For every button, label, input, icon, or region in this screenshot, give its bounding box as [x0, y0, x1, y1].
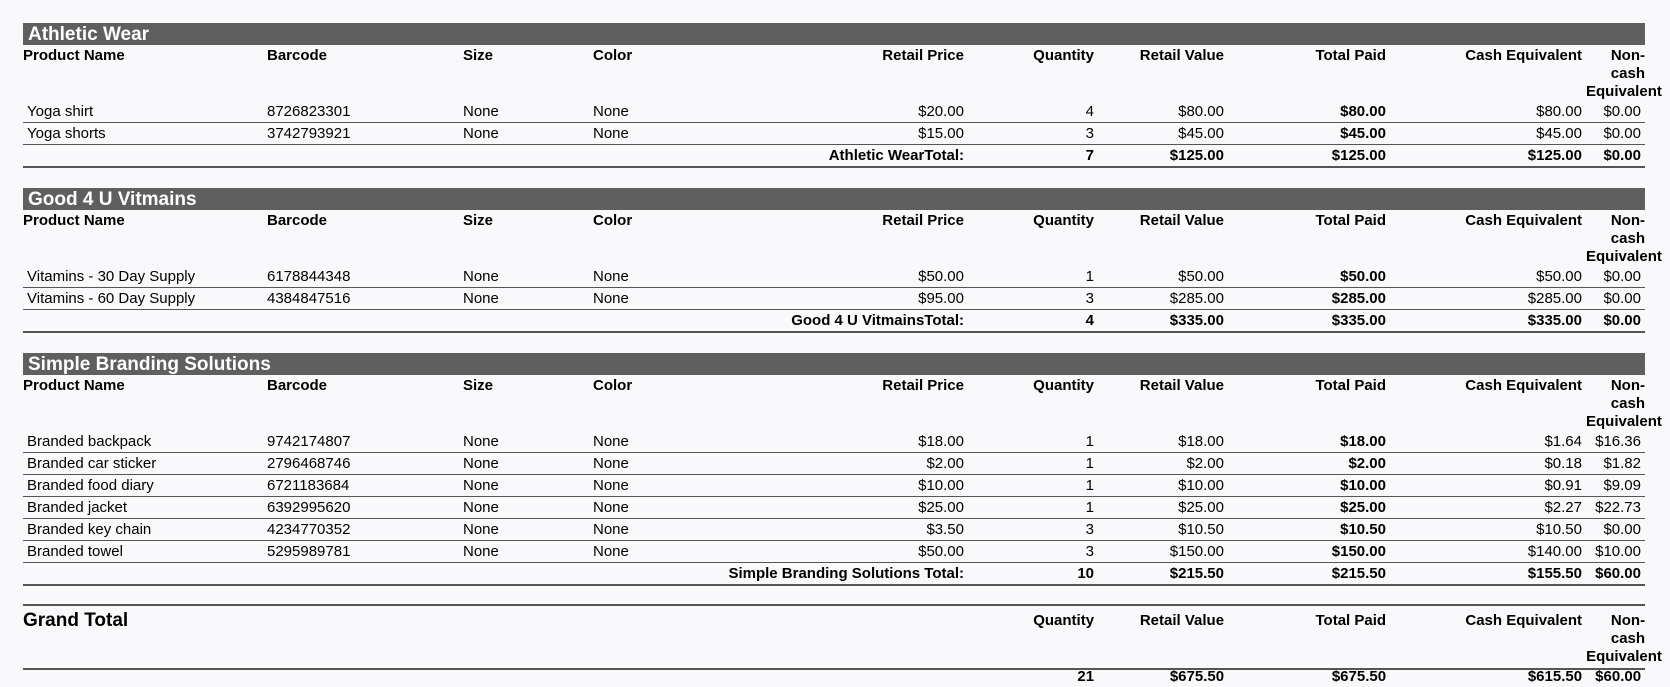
total-noncash-equivalent: $0.00 — [1586, 145, 1645, 168]
cell-color: None — [593, 431, 723, 453]
cell-retail-value: $285.00 — [1098, 288, 1228, 310]
header-quantity: Quantity — [1033, 47, 1094, 64]
header-total-paid: Total Paid — [1315, 212, 1386, 229]
cell-noncash-equivalent: $22.73 — [1586, 497, 1645, 519]
category-total-label: Simple Branding Solutions Total: — [23, 563, 968, 586]
header-retail-value: Retail Value — [1139, 212, 1224, 229]
category-table — [23, 375, 1662, 586]
header-size: Size — [463, 47, 494, 64]
category-title: Simple Branding Solutions — [23, 353, 1645, 375]
table-row — [23, 123, 1645, 145]
cell-total-paid: $2.00 — [1228, 453, 1390, 475]
grand-total-total-paid: $675.50 — [1331, 668, 1387, 685]
category-total-label: Athletic WearTotal: — [23, 145, 968, 168]
header-cash-equivalent: Cash Equivalent — [1465, 212, 1582, 229]
cell-retail-value: $80.00 — [1098, 101, 1228, 123]
grand-total-cash-equivalent: $615.50 — [1527, 668, 1583, 685]
cell-quantity: 1 — [968, 266, 1098, 288]
category-table — [23, 210, 1662, 333]
grand-total-block — [23, 604, 1662, 685]
cell-retail-value: $10.00 — [1098, 475, 1228, 497]
cell-size: None — [463, 123, 593, 145]
total-retail-value: $215.50 — [1098, 563, 1228, 586]
cell-color: None — [593, 497, 723, 519]
cell-color: None — [593, 266, 723, 288]
cell-retail-price: $20.00 — [723, 101, 968, 123]
header-color: Color — [593, 377, 633, 394]
category-total-label: Good 4 U VitmainsTotal: — [23, 310, 968, 333]
category-table — [23, 45, 1662, 168]
table-row — [23, 453, 1645, 475]
cell-cash-equivalent: $0.18 — [1390, 453, 1586, 475]
category-section — [23, 23, 1662, 168]
cell-barcode: 5295989781 — [267, 541, 463, 563]
cell-color: None — [593, 101, 723, 123]
grand-header-total-paid: Total Paid — [1315, 612, 1387, 629]
cell-cash-equivalent: $80.00 — [1390, 101, 1586, 123]
cell-barcode: 6178844348 — [267, 266, 463, 288]
cell-product-name: Branded food diary — [23, 475, 267, 497]
cell-noncash-equivalent: $0.00 — [1586, 519, 1645, 541]
column-header-row — [23, 210, 1645, 266]
grand-total-table — [23, 610, 1662, 687]
category-section — [23, 188, 1662, 333]
grand-total-quantity: 21 — [1077, 668, 1095, 685]
cell-quantity: 1 — [968, 475, 1098, 497]
cell-total-paid: $80.00 — [1228, 101, 1390, 123]
cell-total-paid: $25.00 — [1228, 497, 1390, 519]
grand-header-cash-equivalent: Cash Equivalent — [1465, 612, 1583, 629]
total-quantity: 7 — [968, 145, 1098, 168]
cell-retail-value: $10.50 — [1098, 519, 1228, 541]
cell-size: None — [463, 266, 593, 288]
cell-cash-equivalent: $0.91 — [1390, 475, 1586, 497]
cell-retail-value: $150.00 — [1098, 541, 1228, 563]
cell-retail-value: $18.00 — [1098, 431, 1228, 453]
cell-quantity: 3 — [968, 288, 1098, 310]
cell-product-name: Branded towel — [23, 541, 267, 563]
table-row — [23, 541, 1645, 563]
category-section — [23, 353, 1662, 586]
cell-product-name: Vitamins - 60 Day Supply — [23, 288, 267, 310]
cell-retail-price: $2.00 — [723, 453, 968, 475]
cell-noncash-equivalent: $1.82 — [1586, 453, 1645, 475]
cell-barcode: 6392995620 — [267, 497, 463, 519]
cell-quantity: 1 — [968, 453, 1098, 475]
category-total-row — [23, 310, 1645, 333]
header-retail-value: Retail Value — [1139, 377, 1224, 394]
cell-quantity: 3 — [968, 123, 1098, 145]
cell-barcode: 3742793921 — [267, 123, 463, 145]
total-quantity: 10 — [968, 563, 1098, 586]
cell-quantity: 3 — [968, 519, 1098, 541]
cell-color: None — [593, 541, 723, 563]
cell-cash-equivalent: $10.50 — [1390, 519, 1586, 541]
header-quantity: Quantity — [1033, 212, 1094, 229]
cell-color: None — [593, 453, 723, 475]
header-color: Color — [593, 47, 633, 64]
table-row — [23, 288, 1645, 310]
header-barcode: Barcode — [267, 377, 328, 394]
total-noncash-equivalent: $0.00 — [1586, 310, 1645, 333]
report-sections — [23, 23, 1662, 586]
header-barcode: Barcode — [267, 47, 328, 64]
header-total-paid: Total Paid — [1315, 47, 1386, 64]
category-title: Athletic Wear — [23, 23, 1645, 45]
header-product-name: Product Name — [23, 47, 125, 64]
cell-barcode: 6721183684 — [267, 475, 463, 497]
cell-barcode: 8726823301 — [267, 101, 463, 123]
column-header-row — [23, 45, 1645, 101]
cell-barcode: 4384847516 — [267, 288, 463, 310]
cell-quantity: 3 — [968, 541, 1098, 563]
header-barcode: Barcode — [267, 212, 328, 229]
total-noncash-equivalent: $60.00 — [1586, 563, 1645, 586]
table-row — [23, 519, 1645, 541]
cell-color: None — [593, 123, 723, 145]
cell-color: None — [593, 475, 723, 497]
total-total-paid: $335.00 — [1228, 310, 1390, 333]
grand-header-quantity: Quantity — [1033, 612, 1095, 629]
category-total-row — [23, 145, 1645, 168]
cell-total-paid: $10.50 — [1228, 519, 1390, 541]
cell-total-paid: $45.00 — [1228, 123, 1390, 145]
category-title: Good 4 U Vitmains — [23, 188, 1645, 210]
cell-retail-price: $3.50 — [723, 519, 968, 541]
table-row — [23, 497, 1645, 519]
cell-cash-equivalent: $2.27 — [1390, 497, 1586, 519]
cell-noncash-equivalent: $0.00 — [1586, 288, 1645, 310]
cell-total-paid: $150.00 — [1228, 541, 1390, 563]
cell-quantity: 1 — [968, 431, 1098, 453]
header-retail-price: Retail Price — [882, 377, 964, 394]
cell-cash-equivalent: $45.00 — [1390, 123, 1586, 145]
table-row — [23, 266, 1645, 288]
sales-report — [23, 23, 1662, 685]
cell-retail-value: $2.00 — [1098, 453, 1228, 475]
cell-size: None — [463, 497, 593, 519]
cell-quantity: 1 — [968, 497, 1098, 519]
total-cash-equivalent: $125.00 — [1390, 145, 1586, 168]
cell-size: None — [463, 431, 593, 453]
cell-retail-price: $10.00 — [723, 475, 968, 497]
cell-color: None — [593, 519, 723, 541]
cell-size: None — [463, 475, 593, 497]
grand-total-noncash-equivalent: $60.00 — [1595, 668, 1642, 685]
header-noncash-equivalent: Non-cash Equivalent — [1586, 212, 1662, 265]
cell-color: None — [593, 288, 723, 310]
cell-retail-price: $95.00 — [723, 288, 968, 310]
header-quantity: Quantity — [1033, 377, 1094, 394]
cell-retail-price: $50.00 — [723, 266, 968, 288]
grand-total-retail-value: $675.50 — [1169, 668, 1225, 685]
cell-size: None — [463, 453, 593, 475]
cell-barcode: 2796468746 — [267, 453, 463, 475]
cell-noncash-equivalent: $0.00 — [1586, 101, 1645, 123]
category-total-row — [23, 563, 1645, 586]
cell-product-name: Vitamins - 30 Day Supply — [23, 266, 267, 288]
grand-header-noncash-equivalent: Non-cash Equivalent — [1586, 612, 1662, 665]
header-noncash-equivalent: Non-cash Equivalent — [1586, 47, 1662, 100]
cell-cash-equivalent: $285.00 — [1390, 288, 1586, 310]
header-retail-price: Retail Price — [882, 212, 964, 229]
cell-retail-price: $15.00 — [723, 123, 968, 145]
total-retail-value: $125.00 — [1098, 145, 1228, 168]
header-color: Color — [593, 212, 633, 229]
cell-noncash-equivalent: $16.36 — [1586, 431, 1645, 453]
table-row — [23, 475, 1645, 497]
cell-total-paid: $18.00 — [1228, 431, 1390, 453]
table-row — [23, 431, 1645, 453]
cell-cash-equivalent: $1.64 — [1390, 431, 1586, 453]
cell-product-name: Branded car sticker — [23, 453, 267, 475]
cell-product-name: Branded jacket — [23, 497, 267, 519]
cell-cash-equivalent: $50.00 — [1390, 266, 1586, 288]
cell-noncash-equivalent: $9.09 — [1586, 475, 1645, 497]
header-size: Size — [463, 212, 494, 229]
header-retail-price: Retail Price — [882, 47, 964, 64]
cell-retail-value: $45.00 — [1098, 123, 1228, 145]
cell-retail-price: $25.00 — [723, 497, 968, 519]
column-header-row — [23, 375, 1645, 431]
total-retail-value: $335.00 — [1098, 310, 1228, 333]
header-retail-value: Retail Value — [1139, 47, 1224, 64]
header-product-name: Product Name — [23, 212, 125, 229]
cell-total-paid: $50.00 — [1228, 266, 1390, 288]
header-noncash-equivalent: Non-cash Equivalent — [1586, 377, 1662, 430]
cell-quantity: 4 — [968, 101, 1098, 123]
cell-product-name: Yoga shorts — [23, 123, 267, 145]
cell-noncash-equivalent: $0.00 — [1586, 266, 1645, 288]
cell-retail-value: $25.00 — [1098, 497, 1228, 519]
cell-total-paid: $10.00 — [1228, 475, 1390, 497]
total-total-paid: $215.50 — [1228, 563, 1390, 586]
cell-product-name: Branded key chain — [23, 519, 267, 541]
cell-barcode: 9742174807 — [267, 431, 463, 453]
cell-size: None — [463, 101, 593, 123]
header-product-name: Product Name — [23, 377, 125, 394]
header-size: Size — [463, 377, 494, 394]
cell-product-name: Yoga shirt — [23, 101, 267, 123]
header-cash-equivalent: Cash Equivalent — [1465, 47, 1582, 64]
total-cash-equivalent: $335.00 — [1390, 310, 1586, 333]
total-quantity: 4 — [968, 310, 1098, 333]
header-cash-equivalent: Cash Equivalent — [1465, 377, 1582, 394]
cell-size: None — [463, 519, 593, 541]
cell-cash-equivalent: $140.00 — [1390, 541, 1586, 563]
cell-total-paid: $285.00 — [1228, 288, 1390, 310]
cell-barcode: 4234770352 — [267, 519, 463, 541]
grand-header-retail-value: Retail Value — [1139, 612, 1225, 629]
cell-retail-price: $18.00 — [723, 431, 968, 453]
total-cash-equivalent: $155.50 — [1390, 563, 1586, 586]
cell-retail-value: $50.00 — [1098, 266, 1228, 288]
cell-product-name: Branded backpack — [23, 431, 267, 453]
table-row — [23, 101, 1645, 123]
header-total-paid: Total Paid — [1315, 377, 1386, 394]
cell-size: None — [463, 541, 593, 563]
total-total-paid: $125.00 — [1228, 145, 1390, 168]
grand-total-title: Grand Total — [23, 610, 129, 631]
cell-size: None — [463, 288, 593, 310]
cell-noncash-equivalent: $10.00 — [1586, 541, 1645, 563]
cell-noncash-equivalent: $0.00 — [1586, 123, 1645, 145]
cell-retail-price: $50.00 — [723, 541, 968, 563]
